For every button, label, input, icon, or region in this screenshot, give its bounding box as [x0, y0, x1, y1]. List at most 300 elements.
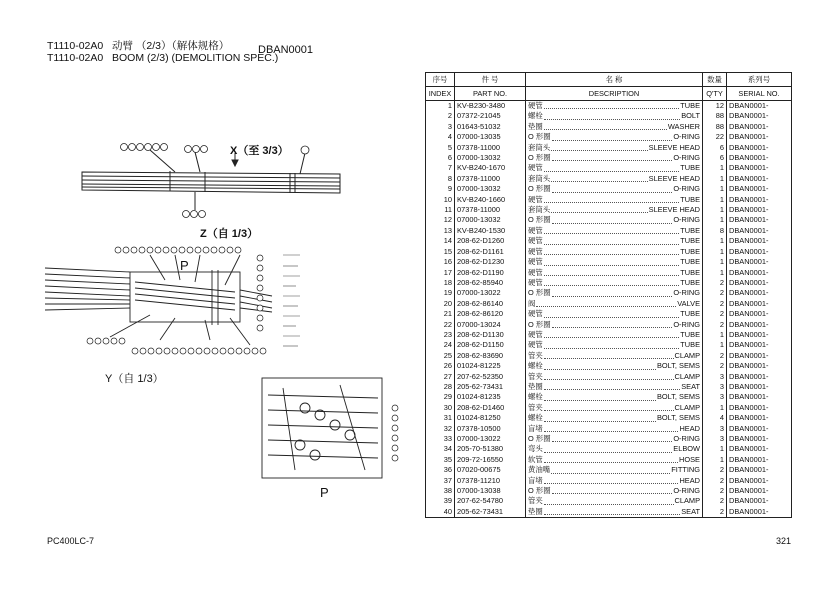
description-en: TUBE — [680, 225, 700, 235]
leader-dots — [544, 361, 656, 369]
part-no-cell: 07378-11210 — [455, 476, 526, 486]
description-en: FITTING — [671, 465, 700, 475]
serial-cell: DBAN0001- — [727, 351, 792, 361]
description-zh: 硬管 — [528, 267, 543, 277]
description-zh: 阀 — [528, 298, 536, 308]
leader-dots — [552, 132, 673, 140]
index-cell: 33 — [426, 434, 455, 444]
description-en: O-RING — [673, 319, 700, 329]
description-cell — [526, 476, 703, 486]
part-no-cell: 07000-13032 — [455, 153, 526, 163]
index-cell: 34 — [426, 444, 455, 454]
index-cell: 1 — [426, 101, 455, 112]
index-cell: 27 — [426, 372, 455, 382]
description-zh: 管夹 — [528, 496, 543, 506]
description-en: SEAT — [681, 381, 700, 391]
description-cell — [526, 132, 703, 142]
description-cell — [526, 215, 703, 225]
header-serial: SERIAL NO. — [727, 87, 792, 101]
part-no-cell: 07000-13022 — [455, 434, 526, 444]
header-index: INDEX — [426, 87, 455, 101]
description-cell — [526, 455, 703, 465]
header-serial-zh: 系列号 — [727, 73, 792, 87]
qty-cell: 1 — [703, 195, 727, 205]
description-cell — [526, 434, 703, 444]
leader-dots — [551, 174, 647, 182]
leader-dots — [544, 163, 679, 171]
serial-cell: DBAN0001- — [727, 143, 792, 153]
table-row — [426, 205, 792, 215]
description-en: SLEEVE HEAD — [648, 142, 700, 152]
part-no-cell: KV-B230-3480 — [455, 101, 526, 112]
description-zh: 垫圈 — [528, 381, 543, 391]
part-no-cell: 208-62-D1161 — [455, 247, 526, 257]
description-zh: O 形圈 — [528, 153, 551, 163]
serial-cell: DBAN0001- — [727, 111, 792, 121]
description-zh: O 形圈 — [528, 184, 551, 194]
description-en: O-RING — [673, 486, 700, 496]
description-en: BOLT — [681, 111, 700, 121]
table-row — [426, 288, 792, 298]
qty-cell: 1 — [703, 444, 727, 454]
table-row — [426, 424, 792, 434]
description-cell — [526, 268, 703, 278]
index-cell: 22 — [426, 320, 455, 330]
leader-dots — [544, 382, 680, 390]
index-cell: 28 — [426, 382, 455, 392]
table-row — [426, 455, 792, 465]
description-cell — [526, 288, 703, 298]
description-zh: 管夹 — [528, 371, 543, 381]
description-zh: 螺栓 — [528, 361, 543, 371]
description-en: WASHER — [667, 121, 700, 131]
part-no-cell: KV-B240-1670 — [455, 163, 526, 173]
leader-dots — [544, 507, 680, 515]
index-cell: 11 — [426, 205, 455, 215]
header-qty: Q'TY — [703, 87, 727, 101]
qty-cell: 2 — [703, 278, 727, 288]
index-cell: 37 — [426, 476, 455, 486]
description-cell — [526, 361, 703, 371]
table-row — [426, 278, 792, 288]
index-cell: 32 — [426, 424, 455, 434]
description-cell — [526, 320, 703, 330]
serial-cell: DBAN0001- — [727, 299, 792, 309]
index-cell: 8 — [426, 174, 455, 184]
index-cell: 15 — [426, 247, 455, 257]
boom-tube-routing-middle — [45, 255, 272, 345]
description-cell — [526, 257, 703, 267]
qty-cell: 2 — [703, 309, 727, 319]
description-cell — [526, 465, 703, 475]
table-row — [426, 268, 792, 278]
part-no-cell: 208-62-D1130 — [455, 330, 526, 340]
leader-dots — [544, 330, 679, 338]
description-zh: 硬管 — [528, 277, 543, 287]
serial-cell: DBAN0001- — [727, 184, 792, 194]
table-row — [426, 309, 792, 319]
table-row — [426, 476, 792, 486]
view-z-label: Z（自 1/3） — [200, 228, 259, 240]
description-en: TUBE — [680, 309, 700, 319]
serial-cell: DBAN0001- — [727, 444, 792, 454]
part-no-cell: KV-B240-1530 — [455, 226, 526, 236]
view-p-marker: P — [180, 258, 189, 273]
description-zh: 硬管 — [528, 194, 543, 204]
table-row — [426, 257, 792, 267]
view-y-label: Y（自 1/3） — [105, 373, 164, 385]
part-no-cell: 205-62-73431 — [455, 382, 526, 392]
description-en: CLAMP — [674, 402, 700, 412]
description-en: VALVE — [677, 298, 700, 308]
qty-cell: 1 — [703, 403, 727, 413]
serial-cell: DBAN0001- — [727, 361, 792, 371]
description-en: O-RING — [673, 434, 700, 443]
index-cell: 7 — [426, 163, 455, 173]
leader-dots — [544, 268, 679, 276]
description-en: O-RING — [673, 132, 700, 142]
description-cell — [526, 340, 703, 350]
part-no-cell: 07000-13022 — [455, 288, 526, 298]
index-cell: 20 — [426, 299, 455, 309]
description-en: TUBE — [680, 236, 700, 246]
table-row — [426, 382, 792, 392]
serial-cell: DBAN0001- — [727, 215, 792, 225]
leader-dots — [544, 403, 674, 411]
description-cell — [526, 392, 703, 402]
qty-cell: 1 — [703, 236, 727, 246]
index-cell: 3 — [426, 122, 455, 132]
leader-dots — [552, 288, 673, 296]
part-no-cell: 07000-13024 — [455, 320, 526, 330]
qty-cell: 88 — [703, 111, 727, 121]
leader-dots — [544, 111, 680, 119]
description-en: O-RING — [673, 184, 700, 194]
part-no-cell: 07000-13032 — [455, 184, 526, 194]
index-cell: 30 — [426, 403, 455, 413]
description-zh: 硬管 — [528, 101, 543, 110]
description-zh: 硬管 — [528, 236, 543, 246]
leader-dots — [544, 455, 678, 463]
qty-cell: 1 — [703, 257, 727, 267]
qty-cell: 1 — [703, 340, 727, 350]
detail-p-label: P — [320, 485, 329, 500]
qty-cell: 3 — [703, 382, 727, 392]
qty-cell: 2 — [703, 361, 727, 371]
part-no-cell: 07378-11000 — [455, 174, 526, 184]
serial-cell: DBAN0001- — [727, 268, 792, 278]
qty-cell: 3 — [703, 424, 727, 434]
model-name: PC400LC-7 — [47, 536, 95, 546]
qty-cell: 1 — [703, 455, 727, 465]
index-cell: 16 — [426, 257, 455, 267]
qty-cell: 1 — [703, 205, 727, 215]
qty-cell: 22 — [703, 132, 727, 142]
description-zh: 盲堵 — [528, 423, 543, 433]
part-no-cell: KV-B240-1660 — [455, 195, 526, 205]
description-en: SEAT — [681, 506, 700, 516]
table-row — [426, 101, 792, 112]
part-no-cell: 07020-00675 — [455, 465, 526, 475]
detail-view-p — [262, 378, 382, 478]
qty-cell: 6 — [703, 153, 727, 163]
qty-cell: 2 — [703, 496, 727, 506]
boom-tube-bundle-top — [82, 150, 340, 210]
view-x-label: X（至 3/3） — [230, 145, 289, 157]
table-row — [426, 434, 792, 444]
qty-cell: 1 — [703, 174, 727, 184]
serial-cell: DBAN0001- — [727, 424, 792, 434]
index-cell: 19 — [426, 288, 455, 298]
leader-dots — [544, 413, 656, 421]
qty-cell: 88 — [703, 122, 727, 132]
leader-dots — [544, 372, 674, 380]
serial-cell: DBAN0001- — [727, 403, 792, 413]
leader-dots — [544, 257, 679, 265]
index-cell: 13 — [426, 226, 455, 236]
description-en: SLEEVE HEAD — [648, 173, 700, 183]
qty-cell: 8 — [703, 226, 727, 236]
qty-cell: 1 — [703, 268, 727, 278]
qty-cell: 3 — [703, 372, 727, 382]
description-cell — [526, 372, 703, 382]
serial-cell: DBAN0001- — [727, 195, 792, 205]
leader-dots — [544, 392, 656, 400]
callout-bubbles-detail — [392, 405, 398, 461]
serial-cell: DBAN0001- — [727, 434, 792, 444]
description-en: HOSE — [679, 454, 700, 464]
description-zh: 硬管 — [528, 257, 543, 267]
qty-cell: 2 — [703, 320, 727, 330]
description-zh: 硬管 — [528, 309, 543, 319]
part-no-cell: 207-62-52350 — [455, 372, 526, 382]
index-cell: 2 — [426, 111, 455, 121]
index-cell: 18 — [426, 278, 455, 288]
description-en: O-RING — [673, 153, 700, 163]
description-en: SLEEVE HEAD — [648, 205, 700, 215]
description-zh: 管夹 — [528, 402, 543, 412]
table-row — [426, 111, 792, 121]
table-row — [426, 299, 792, 309]
description-zh: 螺栓 — [528, 111, 543, 121]
leader-dots — [536, 299, 676, 307]
description-zh: 垫圈 — [528, 121, 543, 131]
description-cell — [526, 413, 703, 423]
description-en: TUBE — [680, 277, 700, 287]
index-cell: 17 — [426, 268, 455, 278]
qty-cell: 2 — [703, 465, 727, 475]
table-row — [426, 403, 792, 413]
description-zh: 硬管 — [528, 340, 543, 350]
header-part-no: PART NO. — [455, 87, 526, 101]
serial-cell: DBAN0001- — [727, 174, 792, 184]
part-no-cell: 208-62-86120 — [455, 309, 526, 319]
index-cell: 21 — [426, 309, 455, 319]
description-zh: O 形圈 — [528, 486, 551, 496]
part-no-cell: 208-62-D1260 — [455, 236, 526, 246]
serial-cell: DBAN0001- — [727, 226, 792, 236]
qty-cell: 2 — [703, 476, 727, 486]
description-cell — [526, 496, 703, 506]
description-cell — [526, 351, 703, 361]
serial-cell: DBAN0001- — [727, 496, 792, 506]
table-row — [426, 122, 792, 132]
table-row — [426, 174, 792, 184]
serial-cell: DBAN0001- — [727, 340, 792, 350]
description-cell — [526, 184, 703, 194]
index-cell: 39 — [426, 496, 455, 506]
qty-cell: 3 — [703, 392, 727, 402]
header-description: DESCRIPTION — [526, 87, 703, 101]
table-row — [426, 236, 792, 246]
description-cell — [526, 163, 703, 173]
index-cell: 10 — [426, 195, 455, 205]
table-row — [426, 226, 792, 236]
leader-dots — [544, 351, 674, 359]
leader-dots — [544, 101, 679, 109]
index-cell: 25 — [426, 351, 455, 361]
table-row — [426, 392, 792, 402]
description-en: BOLT, SEMS — [657, 413, 700, 423]
serial-cell: DBAN0001- — [727, 257, 792, 267]
serial-cell: DBAN0001- — [727, 413, 792, 423]
part-no-cell: 07000-13032 — [455, 215, 526, 225]
description-cell — [526, 382, 703, 392]
description-en: TUBE — [680, 267, 700, 277]
index-cell: 6 — [426, 153, 455, 163]
part-no-cell: 07372-21045 — [455, 111, 526, 121]
leader-dots — [544, 195, 679, 203]
description-en: TUBE — [680, 340, 700, 350]
serial-cell: DBAN0001- — [727, 236, 792, 246]
description-cell — [526, 226, 703, 236]
table-row — [426, 444, 792, 454]
header-part-zh: 件 号 — [455, 73, 526, 87]
qty-cell: 2 — [703, 507, 727, 518]
qty-cell: 1 — [703, 330, 727, 340]
serial-cell: DBAN0001- — [727, 476, 792, 486]
leader-dots — [544, 309, 679, 317]
part-no-cell: 208-62-D1460 — [455, 403, 526, 413]
serial-cell: DBAN0001- — [727, 372, 792, 382]
serial-cell: DBAN0001- — [727, 309, 792, 319]
title-line-english: T1110-02A0 BOOM (2/3) (DEMOLITION SPEC.) — [47, 52, 279, 64]
description-cell — [526, 444, 703, 454]
table-row — [426, 195, 792, 205]
description-zh: 螺栓 — [528, 413, 543, 423]
description-cell — [526, 507, 703, 518]
header-desc-zh: 名 称 — [526, 73, 703, 87]
description-en: ELBOW — [673, 444, 700, 454]
table-row — [426, 507, 792, 518]
table-row — [426, 247, 792, 257]
leader-dots — [544, 122, 667, 130]
header-qty-zh: 数量 — [703, 73, 727, 87]
description-cell — [526, 486, 703, 496]
part-no-cell: 01643-51032 — [455, 122, 526, 132]
part-no-cell: 07000-13035 — [455, 132, 526, 142]
serial-cell: DBAN0001- — [727, 486, 792, 496]
table-row — [426, 163, 792, 173]
leader-dots — [544, 247, 679, 255]
part-no-cell: 205-70-51380 — [455, 444, 526, 454]
leader-dots — [544, 236, 679, 244]
part-no-cell: 01024-81225 — [455, 361, 526, 371]
description-zh: 套筒头 — [528, 205, 551, 215]
description-cell — [526, 143, 703, 153]
serial-code: DBAN0001 — [258, 44, 314, 56]
qty-cell: 4 — [703, 413, 727, 423]
part-no-cell: 07000-13038 — [455, 486, 526, 496]
part-no-cell: 01024-81250 — [455, 413, 526, 423]
leader-dots — [551, 143, 647, 151]
description-en: CLAMP — [674, 350, 700, 360]
description-cell — [526, 195, 703, 205]
description-cell — [526, 122, 703, 132]
description-zh: 软管 — [528, 454, 543, 464]
leader-dots — [552, 486, 673, 494]
index-cell: 5 — [426, 143, 455, 153]
description-en: BOLT, SEMS — [657, 392, 700, 402]
qty-cell: 2 — [703, 288, 727, 298]
leader-dots — [544, 476, 679, 484]
leader-dots — [544, 340, 679, 348]
serial-cell: DBAN0001- — [727, 132, 792, 142]
table-row — [426, 351, 792, 361]
serial-cell: DBAN0001- — [727, 101, 792, 112]
serial-cell: DBAN0001- — [727, 507, 792, 518]
table-row — [426, 184, 792, 194]
serial-cell: DBAN0001- — [727, 288, 792, 298]
index-cell: 12 — [426, 215, 455, 225]
table-row — [426, 372, 792, 382]
description-cell — [526, 101, 703, 112]
leader-dots — [552, 320, 673, 328]
description-en: HEAD — [679, 423, 700, 433]
description-cell — [526, 174, 703, 184]
serial-cell: DBAN0001- — [727, 455, 792, 465]
serial-cell: DBAN0001- — [727, 465, 792, 475]
serial-cell: DBAN0001- — [727, 153, 792, 163]
qty-cell: 1 — [703, 215, 727, 225]
part-no-cell: 07378-10500 — [455, 424, 526, 434]
description-zh: 套筒头 — [528, 173, 551, 183]
qty-cell: 2 — [703, 351, 727, 361]
description-en: TUBE — [680, 329, 700, 339]
leader-dots — [551, 465, 670, 473]
qty-cell: 1 — [703, 184, 727, 194]
index-cell: 23 — [426, 330, 455, 340]
description-en: TUBE — [680, 246, 700, 256]
leader-dots — [544, 226, 679, 234]
part-no-cell: 207-62-54780 — [455, 496, 526, 506]
part-no-cell: 209-72-16550 — [455, 455, 526, 465]
leader-dots — [551, 205, 647, 213]
index-cell: 35 — [426, 455, 455, 465]
leader-dots — [552, 184, 673, 192]
serial-cell: DBAN0001- — [727, 382, 792, 392]
description-zh: 管夹 — [528, 350, 543, 360]
description-en: O-RING — [673, 288, 700, 298]
qty-cell: 1 — [703, 247, 727, 257]
part-no-cell: 01024-81235 — [455, 392, 526, 402]
qty-cell: 3 — [703, 434, 727, 444]
index-cell: 14 — [426, 236, 455, 246]
description-zh: 弯头 — [528, 444, 543, 454]
description-zh: O 形圈 — [528, 288, 551, 298]
description-zh: 螺栓 — [528, 392, 543, 402]
description-zh: 硬管 — [528, 163, 543, 173]
